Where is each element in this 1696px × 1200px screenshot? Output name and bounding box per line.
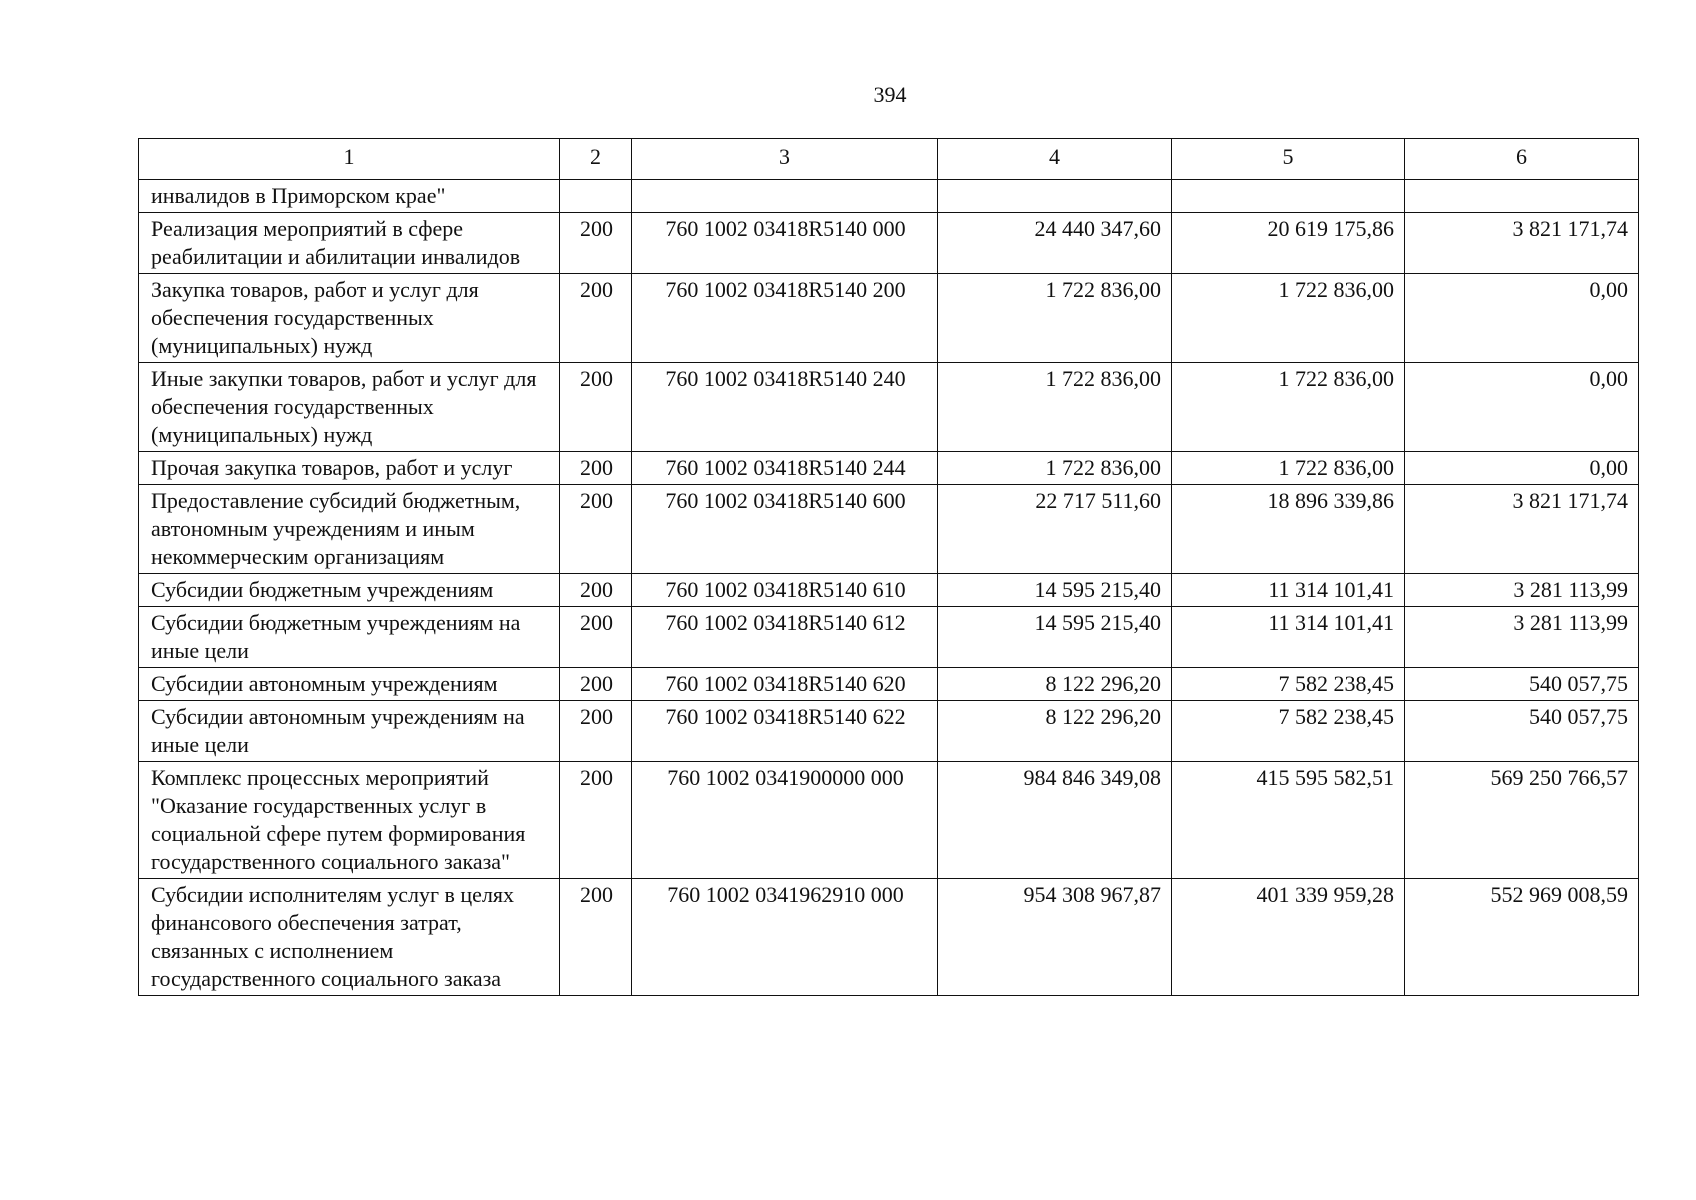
column-header-4: 4: [938, 139, 1172, 180]
amount-col4-cell: 8 122 296,20: [938, 701, 1172, 762]
code-cell: [560, 180, 632, 213]
table-row: [139, 574, 1639, 607]
code-cell: 200: [560, 213, 632, 274]
page-number: 394: [873, 82, 907, 107]
row-name-cell: Субсидии исполнителям услуг в целях финансового обеспечения затрат, связанных с исполнением государственного социального заказа: [139, 879, 560, 996]
code-cell: 200: [560, 274, 632, 363]
table-row: [139, 668, 1639, 701]
amount-col5-cell: [1172, 180, 1405, 213]
row-name-cell: Прочая закупка товаров, работ и услуг: [139, 452, 560, 485]
amount-col5-cell: 1 722 836,00: [1172, 452, 1405, 485]
column-header-1: 1: [139, 139, 560, 180]
classification-cell: 760 1002 03418R5140 610: [632, 574, 938, 607]
amount-col5-cell: 401 339 959,28: [1172, 879, 1405, 996]
amount-col5-cell: 7 582 238,45: [1172, 668, 1405, 701]
table-row: [139, 607, 1639, 668]
table-row: [139, 180, 1639, 213]
row-name-cell: инвалидов в Приморском крае": [139, 180, 560, 213]
classification-cell: 760 1002 03418R5140 600: [632, 485, 938, 574]
code-cell: 200: [560, 485, 632, 574]
column-header-5: 5: [1172, 139, 1405, 180]
table-header-row: [139, 139, 1639, 180]
table-row: [139, 452, 1639, 485]
amount-col6-cell: 3 281 113,99: [1405, 607, 1639, 668]
table-row: [139, 274, 1639, 363]
table-row: [139, 213, 1639, 274]
code-cell: 200: [560, 574, 632, 607]
amount-col4-cell: 1 722 836,00: [938, 274, 1172, 363]
code-cell: 200: [560, 762, 632, 879]
code-cell: 200: [560, 452, 632, 485]
row-name-cell: Предоставление субсидий бюджетным, автономным учреждениям и иным некоммерческим организациям: [139, 485, 560, 574]
amount-col5-cell: 7 582 238,45: [1172, 701, 1405, 762]
amount-col4-cell: 24 440 347,60: [938, 213, 1172, 274]
amount-col4-cell: 14 595 215,40: [938, 574, 1172, 607]
amount-col6-cell: 0,00: [1405, 274, 1639, 363]
row-name-cell: Субсидии бюджетным учреждениям: [139, 574, 560, 607]
amount-col4-cell: 22 717 511,60: [938, 485, 1172, 574]
amount-col6-cell: 0,00: [1405, 452, 1639, 485]
amount-col4-cell: [938, 180, 1172, 213]
row-name-cell: Реализация мероприятий в сфере реабилитации и абилитации инвалидов: [139, 213, 560, 274]
table-row: [139, 363, 1639, 452]
amount-col4-cell: 8 122 296,20: [938, 668, 1172, 701]
amount-col5-cell: 11 314 101,41: [1172, 574, 1405, 607]
amount-col5-cell: 1 722 836,00: [1172, 363, 1405, 452]
classification-cell: 760 1002 03418R5140 622: [632, 701, 938, 762]
code-cell: 200: [560, 607, 632, 668]
code-cell: 200: [560, 879, 632, 996]
amount-col5-cell: 18 896 339,86: [1172, 485, 1405, 574]
code-cell: 200: [560, 668, 632, 701]
column-header-6: 6: [1405, 139, 1639, 180]
classification-cell: [632, 180, 938, 213]
row-name-cell: Субсидии бюджетным учреждениям на иные цели: [139, 607, 560, 668]
table-row: [139, 762, 1639, 879]
amount-col4-cell: 1 722 836,00: [938, 363, 1172, 452]
amount-col6-cell: [1405, 180, 1639, 213]
amount-col6-cell: 0,00: [1405, 363, 1639, 452]
classification-cell: 760 1002 03418R5140 200: [632, 274, 938, 363]
classification-cell: 760 1002 0341962910 000: [632, 879, 938, 996]
amount-col5-cell: 11 314 101,41: [1172, 607, 1405, 668]
amount-col6-cell: 552 969 008,59: [1405, 879, 1639, 996]
column-header-2: 2: [560, 139, 632, 180]
row-name-cell: Закупка товаров, работ и услуг для обеспечения государственных (муниципальных) нужд: [139, 274, 560, 363]
column-header-3: 3: [632, 139, 938, 180]
amount-col6-cell: 540 057,75: [1405, 668, 1639, 701]
amount-col6-cell: 3 821 171,74: [1405, 213, 1639, 274]
code-cell: 200: [560, 701, 632, 762]
table-row: [139, 701, 1639, 762]
classification-cell: 760 1002 03418R5140 000: [632, 213, 938, 274]
amount-col6-cell: 3 821 171,74: [1405, 485, 1639, 574]
budget-table: [138, 138, 1639, 996]
row-name-cell: Иные закупки товаров, работ и услуг для обеспечения государственных (муниципальных) нужд: [139, 363, 560, 452]
amount-col6-cell: 569 250 766,57: [1405, 762, 1639, 879]
classification-cell: 760 1002 03418R5140 240: [632, 363, 938, 452]
classification-cell: 760 1002 03418R5140 620: [632, 668, 938, 701]
table-row: [139, 485, 1639, 574]
amount-col4-cell: 954 308 967,87: [938, 879, 1172, 996]
classification-cell: 760 1002 0341900000 000: [632, 762, 938, 879]
classification-cell: 760 1002 03418R5140 612: [632, 607, 938, 668]
row-name-cell: Субсидии автономным учреждениям: [139, 668, 560, 701]
row-name-cell: Субсидии автономным учреждениям на иные цели: [139, 701, 560, 762]
amount-col5-cell: 415 595 582,51: [1172, 762, 1405, 879]
amount-col5-cell: 20 619 175,86: [1172, 213, 1405, 274]
amount-col4-cell: 1 722 836,00: [938, 452, 1172, 485]
table-row: [139, 879, 1639, 996]
amount-col6-cell: 3 281 113,99: [1405, 574, 1639, 607]
row-name-cell: Комплекс процессных мероприятий "Оказание государственных услуг в социальной сфере путем формирования государственного социального заказа": [139, 762, 560, 879]
classification-cell: 760 1002 03418R5140 244: [632, 452, 938, 485]
amount-col4-cell: 984 846 349,08: [938, 762, 1172, 879]
amount-col6-cell: 540 057,75: [1405, 701, 1639, 762]
code-cell: 200: [560, 363, 632, 452]
amount-col5-cell: 1 722 836,00: [1172, 274, 1405, 363]
amount-col4-cell: 14 595 215,40: [938, 607, 1172, 668]
